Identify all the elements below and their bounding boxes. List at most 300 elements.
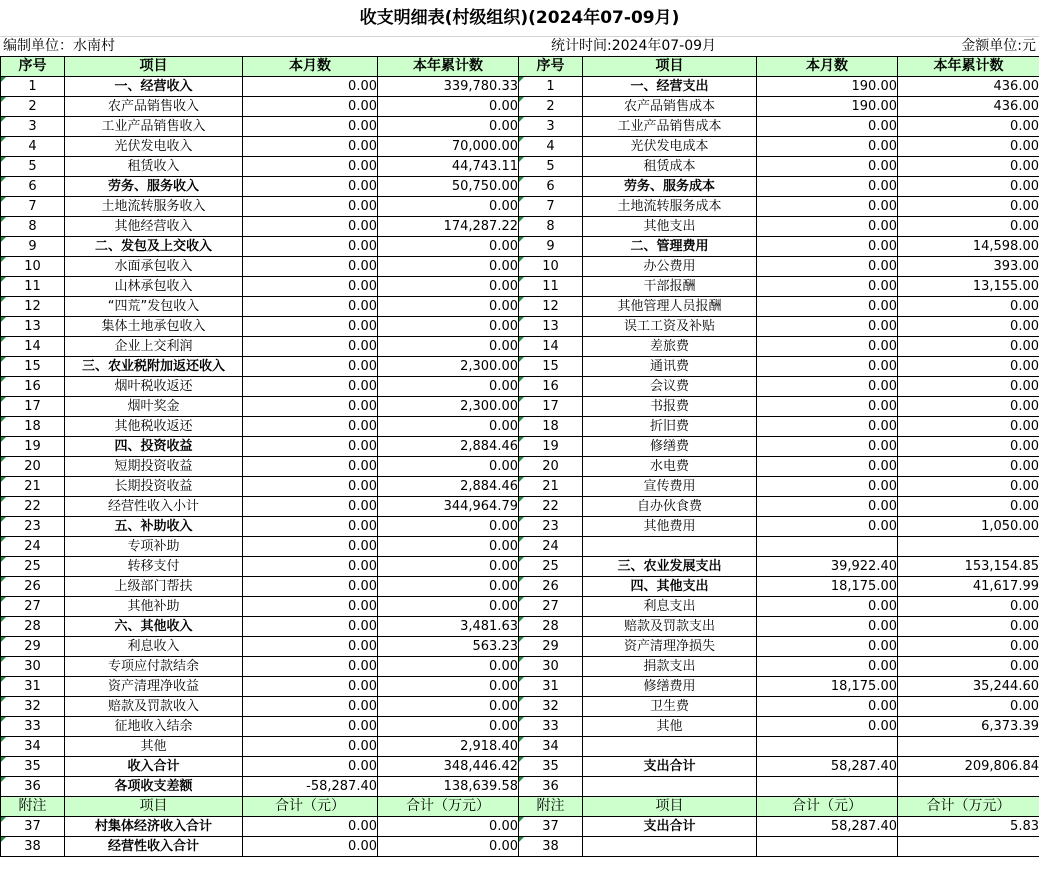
table-row xyxy=(1,277,1039,297)
table-row xyxy=(1,597,1039,617)
income-month-cell: 0.00 xyxy=(243,257,378,277)
income-item-cell: “四荒”发包收入 xyxy=(65,297,243,317)
income-ytd-cell: 0.00 xyxy=(378,557,519,577)
expense-month-cell: 0.00 xyxy=(757,697,898,717)
income-seq-cell: 12 xyxy=(1,297,65,317)
income-item-cell: 专项补助 xyxy=(65,537,243,557)
expense-ytd-cell: 0.00 xyxy=(898,397,1039,417)
note-header-row xyxy=(1,797,1039,817)
income-item-cell: 其他税收返还 xyxy=(65,417,243,437)
income-item-cell: 经营性收入小计 xyxy=(65,497,243,517)
expense-item-cell: 宣传费用 xyxy=(583,477,757,497)
expense-ytd-cell: 1,050.00 xyxy=(898,517,1039,537)
income-ytd-cell: 2,884.46 xyxy=(378,437,519,457)
table-row xyxy=(1,537,1039,557)
income-month-cell: 0.00 xyxy=(243,757,378,777)
expense-month-cell: 0.00 xyxy=(757,457,898,477)
expense-item-cell: 水电费 xyxy=(583,457,757,477)
table-row xyxy=(1,477,1039,497)
income-ytd-cell: 0.00 xyxy=(378,457,519,477)
expense-item-cell: 工业产品销售成本 xyxy=(583,117,757,137)
expense-item-cell: 通讯费 xyxy=(583,357,757,377)
expense-item-cell: 其他管理人员报酬 xyxy=(583,297,757,317)
income-item-cell: 收入合计 xyxy=(65,757,243,777)
income-month-cell: 0.00 xyxy=(243,477,378,497)
expense-ytd-cell: 0.00 xyxy=(898,457,1039,477)
expense-item-cell: 赔款及罚款支出 xyxy=(583,617,757,637)
income-item-cell: 光伏发电收入 xyxy=(65,137,243,157)
expense-ytd-cell: 0.00 xyxy=(898,637,1039,657)
expense-month-cell: 0.00 xyxy=(757,497,898,517)
income-month-cell: 0.00 xyxy=(243,457,378,477)
income-month-cell: 0.00 xyxy=(243,517,378,537)
expense-item-cell: 其他 xyxy=(583,717,757,737)
income-seq-cell: 28 xyxy=(1,617,65,637)
income-seq-cell: 34 xyxy=(1,737,65,757)
expense-item-cell xyxy=(583,777,757,797)
expense-month-cell: 0.00 xyxy=(757,717,898,737)
expense-item-cell: 二、管理费用 xyxy=(583,237,757,257)
income-item-cell: 农产品销售收入 xyxy=(65,97,243,117)
table-row xyxy=(1,197,1039,217)
note-seq-header: 附注 xyxy=(519,797,583,817)
income-seq-cell: 16 xyxy=(1,377,65,397)
seq-header: 序号 xyxy=(1,57,65,77)
income-seq-cell: 29 xyxy=(1,637,65,657)
expense-item-cell: 误工工资及补贴 xyxy=(583,317,757,337)
table-row xyxy=(1,617,1039,637)
table-row xyxy=(1,777,1039,797)
income-item-cell: 集体土地承包收入 xyxy=(65,317,243,337)
expense-month-cell: 58,287.40 xyxy=(757,817,898,837)
income-ytd-cell: 2,918.40 xyxy=(378,737,519,757)
expense-seq-cell: 28 xyxy=(519,617,583,637)
table-row xyxy=(1,817,1039,837)
income-item-cell: 一、经营收入 xyxy=(65,77,243,97)
income-item-cell: 经营性收入合计 xyxy=(65,837,243,857)
income-seq-cell: 8 xyxy=(1,217,65,237)
expense-month-cell: 0.00 xyxy=(757,417,898,437)
expense-item-cell: 自办伙食费 xyxy=(583,497,757,517)
income-month-cell: 0.00 xyxy=(243,397,378,417)
table-row xyxy=(1,397,1039,417)
expense-seq-cell: 1 xyxy=(519,77,583,97)
expense-month-cell: 0.00 xyxy=(757,157,898,177)
expense-seq-cell: 32 xyxy=(519,697,583,717)
compiling-unit: 编制单位：水南村 xyxy=(3,38,115,54)
income-ytd-cell: 0.00 xyxy=(378,97,519,117)
table-row xyxy=(1,457,1039,477)
income-item-cell: 烟叶税收返还 xyxy=(65,377,243,397)
expense-seq-cell: 36 xyxy=(519,777,583,797)
expense-ytd-cell: 41,617.99 xyxy=(898,577,1039,597)
income-seq-cell: 23 xyxy=(1,517,65,537)
expense-seq-cell: 21 xyxy=(519,477,583,497)
expense-item-cell: 农产品销售成本 xyxy=(583,97,757,117)
expense-ytd-cell: 436.00 xyxy=(898,97,1039,117)
income-ytd-cell: 348,446.42 xyxy=(378,757,519,777)
expense-ytd-cell: 0.00 xyxy=(898,157,1039,177)
income-month-cell: 0.00 xyxy=(243,717,378,737)
income-month-cell: 0.00 xyxy=(243,697,378,717)
income-seq-cell: 15 xyxy=(1,357,65,377)
expense-ytd-cell xyxy=(898,537,1039,557)
expense-item-cell: 修缮费用 xyxy=(583,677,757,697)
income-seq-cell: 35 xyxy=(1,757,65,777)
expense-seq-cell: 15 xyxy=(519,357,583,377)
income-ytd-cell: 138,639.58 xyxy=(378,777,519,797)
income-month-cell: 0.00 xyxy=(243,537,378,557)
expense-seq-cell: 23 xyxy=(519,517,583,537)
expense-item-cell: 三、农业发展支出 xyxy=(583,557,757,577)
income-item-cell: 其他经营收入 xyxy=(65,217,243,237)
income-month-cell: 0.00 xyxy=(243,137,378,157)
expense-ytd-cell: 209,806.84 xyxy=(898,757,1039,777)
income-seq-cell: 26 xyxy=(1,577,65,597)
income-item-cell: 劳务、服务收入 xyxy=(65,177,243,197)
expense-month-cell: 0.00 xyxy=(757,517,898,537)
expense-seq-cell: 4 xyxy=(519,137,583,157)
income-seq-cell: 32 xyxy=(1,697,65,717)
expense-ytd-cell: 0.00 xyxy=(898,437,1039,457)
income-item-cell: 上级部门帮扶 xyxy=(65,577,243,597)
expense-item-cell xyxy=(583,737,757,757)
income-seq-cell: 37 xyxy=(1,817,65,837)
expense-month-cell: 0.00 xyxy=(757,117,898,137)
income-month-cell: 0.00 xyxy=(243,617,378,637)
expense-item-cell: 支出合计 xyxy=(583,817,757,837)
expense-seq-cell: 33 xyxy=(519,717,583,737)
expense-item-cell: 利息支出 xyxy=(583,597,757,617)
expense-seq-cell: 19 xyxy=(519,437,583,457)
income-month-cell: 0.00 xyxy=(243,557,378,577)
expense-month-cell: 190.00 xyxy=(757,77,898,97)
expense-item-cell: 卫生费 xyxy=(583,697,757,717)
income-item-cell: 资产清理净收益 xyxy=(65,677,243,697)
income-month-cell: 0.00 xyxy=(243,817,378,837)
expense-item-cell: 四、其他支出 xyxy=(583,577,757,597)
expense-month-cell: 0.00 xyxy=(757,637,898,657)
expense-item-cell: 土地流转服务成本 xyxy=(583,197,757,217)
income-ytd-cell: 0.00 xyxy=(378,257,519,277)
income-ytd-cell: 2,300.00 xyxy=(378,397,519,417)
income-item-cell: 专项应付款结余 xyxy=(65,657,243,677)
income-seq-cell: 36 xyxy=(1,777,65,797)
income-month-cell: -58,287.40 xyxy=(243,777,378,797)
income-seq-cell: 14 xyxy=(1,337,65,357)
income-ytd-cell: 0.00 xyxy=(378,597,519,617)
expense-seq-cell: 25 xyxy=(519,557,583,577)
income-item-cell: 四、投资收益 xyxy=(65,437,243,457)
expense-seq-cell: 20 xyxy=(519,457,583,477)
income-month-cell: 0.00 xyxy=(243,237,378,257)
header-row xyxy=(1,57,1039,77)
income-ytd-cell: 0.00 xyxy=(378,817,519,837)
income-ytd-cell: 70,000.00 xyxy=(378,137,519,157)
income-month-cell: 0.00 xyxy=(243,737,378,757)
expense-item-cell: 书报费 xyxy=(583,397,757,417)
income-month-cell: 0.00 xyxy=(243,497,378,517)
income-ytd-cell: 0.00 xyxy=(378,837,519,857)
table-row xyxy=(1,697,1039,717)
expense-seq-cell: 37 xyxy=(519,817,583,837)
income-month-cell: 0.00 xyxy=(243,77,378,97)
income-item-cell: 土地流转服务收入 xyxy=(65,197,243,217)
income-ytd-cell: 0.00 xyxy=(378,657,519,677)
income-month-cell: 0.00 xyxy=(243,277,378,297)
expense-seq-cell: 22 xyxy=(519,497,583,517)
expense-ytd-cell: 436.00 xyxy=(898,77,1039,97)
expense-month-cell: 0.00 xyxy=(757,397,898,417)
income-ytd-cell: 0.00 xyxy=(378,297,519,317)
income-ytd-cell: 2,884.46 xyxy=(378,477,519,497)
income-item-cell: 山林承包收入 xyxy=(65,277,243,297)
expense-ytd-cell: 0.00 xyxy=(898,697,1039,717)
item-header: 项目 xyxy=(583,57,757,77)
table-row xyxy=(1,737,1039,757)
expense-seq-cell: 3 xyxy=(519,117,583,137)
expense-item-cell xyxy=(583,537,757,557)
income-seq-cell: 25 xyxy=(1,557,65,577)
income-ytd-cell: 0.00 xyxy=(378,237,519,257)
income-ytd-cell: 0.00 xyxy=(378,377,519,397)
expense-month-cell: 0.00 xyxy=(757,297,898,317)
expense-ytd-cell: 13,155.00 xyxy=(898,277,1039,297)
income-month-cell: 0.00 xyxy=(243,577,378,597)
expense-ytd-cell xyxy=(898,837,1039,857)
income-seq-cell: 3 xyxy=(1,117,65,137)
income-item-cell: 短期投资收益 xyxy=(65,457,243,477)
expense-month-cell xyxy=(757,777,898,797)
income-ytd-cell: 2,300.00 xyxy=(378,357,519,377)
expense-seq-cell: 5 xyxy=(519,157,583,177)
expense-month-cell: 0.00 xyxy=(757,217,898,237)
expense-item-cell: 资产清理净损失 xyxy=(583,637,757,657)
income-ytd-cell: 563.23 xyxy=(378,637,519,657)
income-item-cell: 烟叶奖金 xyxy=(65,397,243,417)
income-month-cell: 0.00 xyxy=(243,317,378,337)
income-ytd-cell: 0.00 xyxy=(378,417,519,437)
expense-ytd-cell: 0.00 xyxy=(898,337,1039,357)
expense-item-cell: 干部报酬 xyxy=(583,277,757,297)
expense-seq-cell: 30 xyxy=(519,657,583,677)
income-seq-cell: 30 xyxy=(1,657,65,677)
income-item-cell: 赔款及罚款收入 xyxy=(65,697,243,717)
table-row xyxy=(1,337,1039,357)
expense-ytd-cell: 0.00 xyxy=(898,657,1039,677)
income-month-cell: 0.00 xyxy=(243,97,378,117)
expense-ytd-cell: 153,154.85 xyxy=(898,557,1039,577)
income-item-cell: 三、农业税附加返还收入 xyxy=(65,357,243,377)
expense-seq-cell: 10 xyxy=(519,257,583,277)
income-ytd-cell: 0.00 xyxy=(378,577,519,597)
expense-month-cell: 0.00 xyxy=(757,317,898,337)
expense-item-cell: 租赁成本 xyxy=(583,157,757,177)
seq-header: 序号 xyxy=(519,57,583,77)
expense-month-cell xyxy=(757,737,898,757)
note-seq-header: 附注 xyxy=(1,797,65,817)
income-item-cell: 企业上交利润 xyxy=(65,337,243,357)
expense-month-cell: 0.00 xyxy=(757,137,898,157)
ytd-header: 本年累计数 xyxy=(898,57,1039,77)
income-month-cell: 0.00 xyxy=(243,637,378,657)
expense-month-cell: 0.00 xyxy=(757,357,898,377)
income-month-cell: 0.00 xyxy=(243,597,378,617)
expense-month-cell: 0.00 xyxy=(757,257,898,277)
table-row xyxy=(1,517,1039,537)
income-ytd-cell: 0.00 xyxy=(378,337,519,357)
expense-ytd-cell: 35,244.60 xyxy=(898,677,1039,697)
income-seq-cell: 22 xyxy=(1,497,65,517)
income-ytd-cell: 0.00 xyxy=(378,277,519,297)
income-month-cell: 0.00 xyxy=(243,837,378,857)
income-seq-cell: 31 xyxy=(1,677,65,697)
income-ytd-cell: 339,780.33 xyxy=(378,77,519,97)
income-item-cell: 其他 xyxy=(65,737,243,757)
income-month-cell: 0.00 xyxy=(243,657,378,677)
income-month-cell: 0.00 xyxy=(243,157,378,177)
income-ytd-cell: 174,287.22 xyxy=(378,217,519,237)
income-ytd-cell: 0.00 xyxy=(378,517,519,537)
income-ytd-cell: 3,481.63 xyxy=(378,617,519,637)
income-item-cell: 工业产品销售收入 xyxy=(65,117,243,137)
table-row xyxy=(1,757,1039,777)
table-row xyxy=(1,97,1039,117)
income-month-cell: 0.00 xyxy=(243,677,378,697)
expense-item-cell: 其他支出 xyxy=(583,217,757,237)
income-ytd-cell: 0.00 xyxy=(378,317,519,337)
table-row xyxy=(1,217,1039,237)
expense-item-cell: 支出合计 xyxy=(583,757,757,777)
income-item-cell: 租赁收入 xyxy=(65,157,243,177)
income-month-cell: 0.00 xyxy=(243,337,378,357)
expense-month-cell: 0.00 xyxy=(757,197,898,217)
expense-ytd-cell: 14,598.00 xyxy=(898,237,1039,257)
expense-item-cell: 劳务、服务成本 xyxy=(583,177,757,197)
expense-month-cell xyxy=(757,837,898,857)
currency-unit: 金额单位:元 xyxy=(961,38,1036,54)
income-seq-cell: 17 xyxy=(1,397,65,417)
note-item-header: 项目 xyxy=(583,797,757,817)
expense-item-cell: 其他费用 xyxy=(583,517,757,537)
income-ytd-cell: 344,964.79 xyxy=(378,497,519,517)
table-row xyxy=(1,557,1039,577)
income-seq-cell: 4 xyxy=(1,137,65,157)
income-item-cell: 征地收入结余 xyxy=(65,717,243,737)
expense-ytd-cell: 0.00 xyxy=(898,417,1039,437)
expense-ytd-cell: 0.00 xyxy=(898,137,1039,157)
expense-month-cell: 0.00 xyxy=(757,277,898,297)
expense-ytd-cell: 6,373.39 xyxy=(898,717,1039,737)
expense-seq-cell: 11 xyxy=(519,277,583,297)
item-header: 项目 xyxy=(65,57,243,77)
expense-item-cell xyxy=(583,837,757,857)
expense-ytd-cell: 0.00 xyxy=(898,497,1039,517)
income-seq-cell: 10 xyxy=(1,257,65,277)
expense-month-cell: 18,175.00 xyxy=(757,577,898,597)
expense-ytd-cell: 5.83 xyxy=(898,817,1039,837)
month-header: 本月数 xyxy=(757,57,898,77)
income-ytd-cell: 44,743.11 xyxy=(378,157,519,177)
table-row xyxy=(1,237,1039,257)
income-ytd-cell: 0.00 xyxy=(378,717,519,737)
income-item-cell: 转移支付 xyxy=(65,557,243,577)
income-seq-cell: 5 xyxy=(1,157,65,177)
income-item-cell: 利息收入 xyxy=(65,637,243,657)
expense-seq-cell: 9 xyxy=(519,237,583,257)
income-item-cell: 六、其他收入 xyxy=(65,617,243,637)
income-ytd-cell: 0.00 xyxy=(378,117,519,137)
expense-month-cell: 0.00 xyxy=(757,657,898,677)
table-row xyxy=(1,117,1039,137)
income-month-cell: 0.00 xyxy=(243,177,378,197)
expense-month-cell: 18,175.00 xyxy=(757,677,898,697)
income-seq-cell: 9 xyxy=(1,237,65,257)
table-row xyxy=(1,657,1039,677)
note-item-header: 项目 xyxy=(65,797,243,817)
expense-item-cell: 一、经营支出 xyxy=(583,77,757,97)
expense-ytd-cell: 0.00 xyxy=(898,597,1039,617)
income-ytd-cell: 50,750.00 xyxy=(378,177,519,197)
note-total-wan-header: 合计（万元） xyxy=(378,797,519,817)
expense-month-cell xyxy=(757,537,898,557)
expense-seq-cell: 8 xyxy=(519,217,583,237)
expense-month-cell: 0.00 xyxy=(757,237,898,257)
income-month-cell: 0.00 xyxy=(243,417,378,437)
income-seq-cell: 27 xyxy=(1,597,65,617)
table-row xyxy=(1,417,1039,437)
income-ytd-cell: 0.00 xyxy=(378,697,519,717)
income-expense-table xyxy=(0,56,1039,857)
expense-seq-cell: 6 xyxy=(519,177,583,197)
table-row xyxy=(1,77,1039,97)
expense-seq-cell: 14 xyxy=(519,337,583,357)
note-total-wan-header: 合计（万元） xyxy=(898,797,1039,817)
expense-seq-cell: 34 xyxy=(519,737,583,757)
expense-month-cell: 0.00 xyxy=(757,437,898,457)
ytd-header: 本年累计数 xyxy=(378,57,519,77)
income-seq-cell: 13 xyxy=(1,317,65,337)
expense-month-cell: 0.00 xyxy=(757,617,898,637)
income-item-cell: 各项收支差额 xyxy=(65,777,243,797)
expense-seq-cell: 24 xyxy=(519,537,583,557)
table-row xyxy=(1,177,1039,197)
expense-month-cell: 58,287.40 xyxy=(757,757,898,777)
income-month-cell: 0.00 xyxy=(243,197,378,217)
expense-ytd-cell: 0.00 xyxy=(898,217,1039,237)
expense-seq-cell: 35 xyxy=(519,757,583,777)
income-month-cell: 0.00 xyxy=(243,377,378,397)
income-seq-cell: 24 xyxy=(1,537,65,557)
table-row xyxy=(1,137,1039,157)
note-total-yuan-header: 合计（元） xyxy=(757,797,898,817)
income-item-cell: 水面承包收入 xyxy=(65,257,243,277)
income-item-cell: 长期投资收益 xyxy=(65,477,243,497)
expense-ytd-cell: 0.00 xyxy=(898,617,1039,637)
expense-seq-cell: 2 xyxy=(519,97,583,117)
expense-month-cell: 0.00 xyxy=(757,337,898,357)
expense-seq-cell: 38 xyxy=(519,837,583,857)
income-seq-cell: 33 xyxy=(1,717,65,737)
expense-item-cell: 办公费用 xyxy=(583,257,757,277)
table-row xyxy=(1,437,1039,457)
income-seq-cell: 7 xyxy=(1,197,65,217)
expense-seq-cell: 7 xyxy=(519,197,583,217)
income-seq-cell: 20 xyxy=(1,457,65,477)
expense-seq-cell: 18 xyxy=(519,417,583,437)
expense-seq-cell: 27 xyxy=(519,597,583,617)
table-body xyxy=(1,57,1039,857)
